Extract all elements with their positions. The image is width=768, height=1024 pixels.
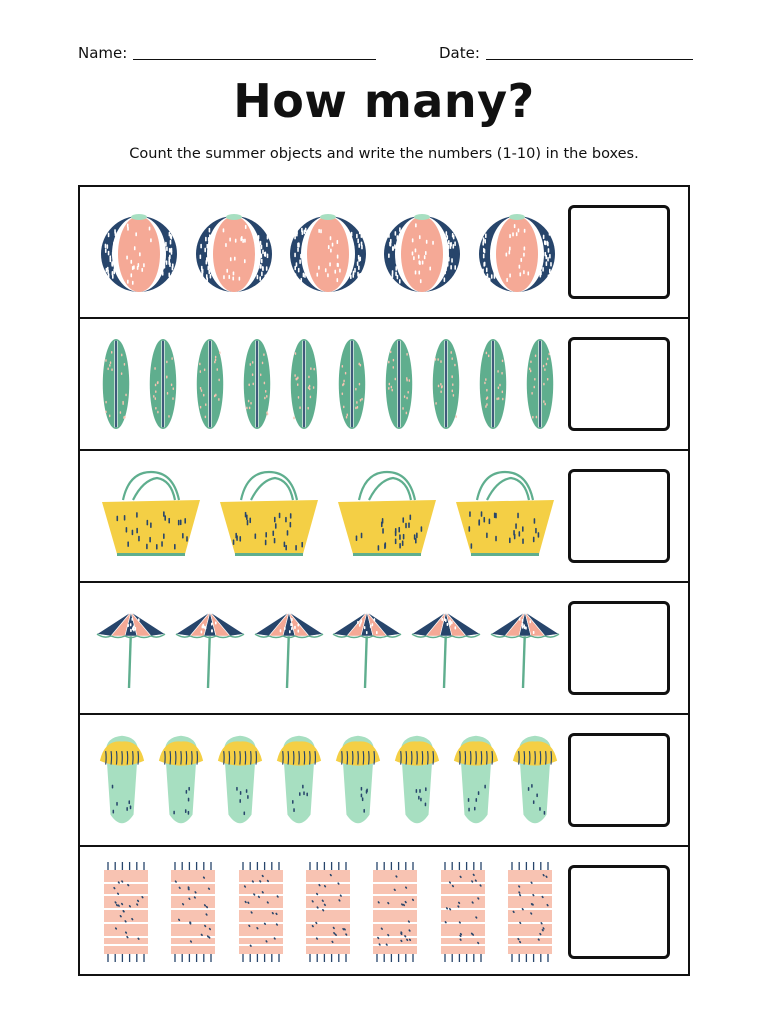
surfboard-icon	[384, 332, 414, 436]
page-title: How many?	[233, 74, 535, 128]
flip-flop-icon	[392, 730, 442, 830]
beach-bag-icon	[217, 468, 321, 564]
count-row	[80, 187, 688, 319]
beach-ball-icon	[380, 210, 464, 294]
answer-box[interactable]	[568, 601, 670, 695]
answer-box[interactable]	[568, 733, 670, 827]
count-row	[80, 319, 688, 451]
beach-towel-icon	[439, 860, 487, 964]
beach-bag-icon	[335, 468, 439, 564]
instructions-text: Count the summer objects and write the numbers (1-10) in the boxes.	[129, 146, 639, 162]
beach-towel-icon	[506, 860, 554, 964]
beach-ball-icon	[192, 210, 276, 294]
beach-umbrella-icon	[174, 606, 246, 690]
beach-umbrella-icon	[331, 606, 403, 690]
beach-umbrella-icon	[253, 606, 325, 690]
surfboard-icon	[431, 332, 461, 436]
beach-ball-icon	[475, 210, 559, 294]
name-field[interactable]	[133, 59, 376, 60]
beach-umbrella-icon	[95, 606, 167, 690]
surfboard-icon	[525, 332, 555, 436]
date-field[interactable]	[486, 59, 693, 60]
surfboard-icon	[289, 332, 319, 436]
count-row	[80, 715, 688, 847]
beach-towel-icon	[102, 860, 150, 964]
beach-towel-icon	[237, 860, 285, 964]
header-fields	[0, 44, 768, 64]
flip-flop-icon	[97, 730, 147, 830]
surfboard-icon	[242, 332, 272, 436]
flip-flop-icon	[333, 730, 383, 830]
flip-flop-icon	[274, 730, 324, 830]
beach-umbrella-icon	[410, 606, 482, 690]
surfboard-icon	[195, 332, 225, 436]
flip-flop-icon	[156, 730, 206, 830]
beach-umbrella-icon	[489, 606, 561, 690]
answer-box[interactable]	[568, 205, 670, 299]
count-row	[80, 847, 688, 974]
surfboard-icon	[148, 332, 178, 436]
name-label: Name:	[78, 44, 128, 62]
surfboard-icon	[337, 332, 367, 436]
flip-flop-icon	[510, 730, 560, 830]
count-row	[80, 451, 688, 583]
flip-flop-icon	[451, 730, 501, 830]
beach-bag-icon	[453, 468, 557, 564]
surfboard-icon	[101, 332, 131, 436]
date-label: Date:	[439, 44, 480, 62]
beach-ball-icon	[97, 210, 181, 294]
count-row	[80, 583, 688, 715]
beach-towel-icon	[304, 860, 352, 964]
surfboard-icon	[478, 332, 508, 436]
beach-bag-icon	[99, 468, 203, 564]
beach-ball-icon	[286, 210, 370, 294]
counting-grid	[78, 185, 690, 976]
beach-towel-icon	[169, 860, 217, 964]
flip-flop-icon	[215, 730, 265, 830]
answer-box[interactable]	[568, 865, 670, 959]
answer-box[interactable]	[568, 469, 670, 563]
answer-box[interactable]	[568, 337, 670, 431]
beach-towel-icon	[371, 860, 419, 964]
